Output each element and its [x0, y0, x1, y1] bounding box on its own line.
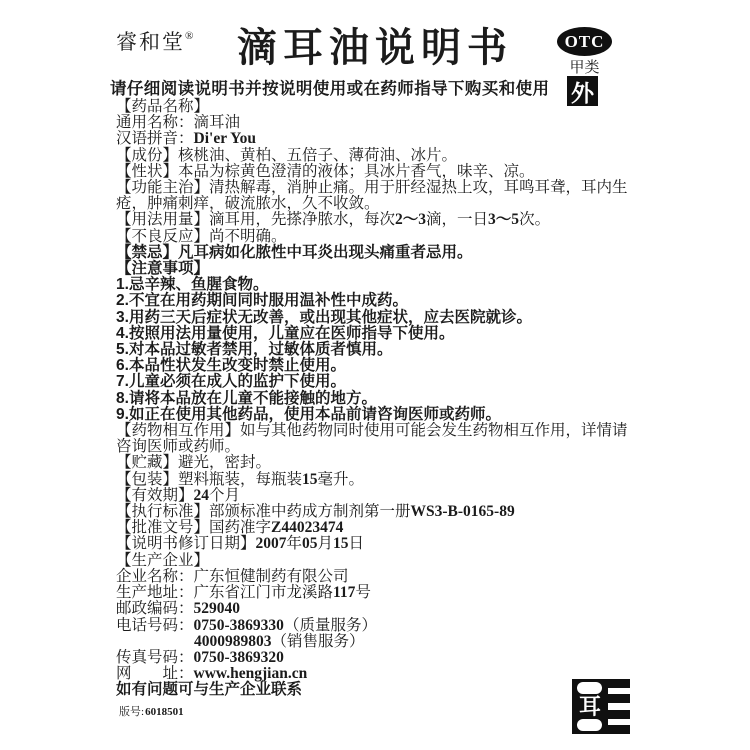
body-line	[116, 148, 648, 164]
body-line	[116, 601, 648, 617]
body-line-segment: 如有问题可与生产企业联系	[116, 681, 303, 699]
body-line	[116, 553, 648, 569]
body-line-segment: 7.	[116, 373, 129, 391]
body-line-segment: 【不良反应】尚不明确。	[116, 227, 287, 245]
body-line-segment: Di'er You	[193, 130, 256, 148]
body-line-segment: 广东省江门市龙溪路	[193, 584, 334, 602]
body-line	[116, 164, 648, 180]
body-line	[116, 326, 648, 342]
body-line-segment: 529040	[193, 600, 241, 618]
body-line-segment: （销售服务）	[271, 632, 365, 650]
body-line	[116, 277, 648, 293]
body-line-segment: 邮政编码：	[116, 600, 194, 618]
body-line	[116, 455, 648, 471]
body-line	[116, 196, 648, 212]
body-line-segment: www.hengjian.cn	[193, 665, 308, 683]
body-line	[116, 131, 648, 147]
body-line-segment: 15	[302, 470, 318, 488]
body-line-segment: 3～5	[488, 211, 520, 229]
body-line-segment: Z44023474	[271, 519, 344, 537]
body-line-segment: 24	[193, 486, 210, 504]
body-line-segment: 【性状】本品为棕黄色澄清的液体；具冰片香气，味辛、凉。	[116, 162, 535, 180]
body-line	[116, 650, 648, 666]
version-number: 6018501	[145, 706, 184, 718]
body-line-segment: 儿童必须在成人的监护下使用。	[128, 373, 346, 391]
body-line-segment: 年	[286, 535, 303, 553]
body-line-segment: 2～3	[395, 211, 427, 229]
body-line-segment: 个月	[209, 486, 241, 504]
body-line-segment: 4.	[116, 324, 129, 342]
registered-trademark-icon: ®	[185, 30, 194, 42]
body-line	[116, 634, 648, 650]
body-line-segment: 【批准文号】国药准字	[116, 519, 272, 537]
body-line	[116, 261, 648, 277]
body-line-segment: 2.	[116, 292, 129, 310]
body-line-segment: 滴，一日	[426, 211, 489, 229]
body-line	[116, 682, 648, 698]
body-line-segment: 本品性状发生改变时禁止使用。	[128, 357, 346, 375]
body-line-segment: 毫升。	[317, 470, 365, 488]
body-line-segment: 【注意事项】	[116, 260, 210, 278]
body-line-segment: 【成份】核桃油、黄柏、五倍子、薄荷油、冰片。	[116, 146, 458, 164]
body-line	[116, 504, 648, 520]
body-line-segment: 【生产企业】	[116, 551, 210, 569]
body-line-segment: 次。	[519, 211, 551, 229]
body-line-segment: 9.	[116, 405, 129, 423]
ear-logo-oval-top	[577, 682, 602, 694]
body-line	[116, 407, 648, 423]
body-line-segment: 【包装】塑料瓶装，每瓶装	[116, 470, 303, 488]
body-line-segment: 号	[355, 584, 371, 602]
body-line-segment: 按照用法用量使用，儿童应在医师指导下使用。	[128, 324, 455, 342]
body-line-segment: 咨询医师或药师。	[116, 438, 241, 456]
body-line	[116, 472, 648, 488]
body-line-segment: 2007	[255, 535, 287, 553]
body-line-segment: 3.	[116, 308, 129, 326]
body-line-segment: 月	[317, 535, 334, 553]
body-line	[116, 569, 648, 585]
body-line	[116, 423, 648, 439]
external-use-badge: 外	[567, 76, 598, 106]
body-line-segment: （质量服务）	[283, 616, 377, 634]
body-line	[116, 391, 648, 407]
body-line	[116, 488, 648, 504]
body-line-segment: 传真号码：	[116, 648, 194, 666]
ear-character: 耳	[578, 693, 602, 719]
body-line-segment: 05	[302, 535, 318, 553]
body-line-segment: 通用名称：	[116, 114, 194, 132]
body-line-segment: 生产地址：	[116, 584, 194, 602]
body-line	[116, 310, 648, 326]
body-line-segment: 忌辛辣、鱼腥食物。	[128, 276, 269, 294]
ear-logo-stripes	[608, 679, 630, 734]
usage-notice: 请仔细阅读说明书并按说明使用或在药师指导下购买和使用	[110, 80, 550, 98]
body-lines	[116, 99, 648, 699]
body-line-segment: 汉语拼音：	[116, 130, 194, 148]
body-line-segment: 117	[333, 584, 356, 602]
manufacturer-ear-logo	[572, 679, 630, 734]
body-line-segment: 【用法用量】滴耳用，先搽净脓水，每次	[116, 211, 396, 229]
body-line	[116, 245, 648, 261]
version-line	[119, 703, 184, 719]
body-line-segment: 疮，肿痛刺痒，破流脓水，久不收敛。	[116, 195, 380, 213]
body-line-segment: 5.	[116, 341, 129, 359]
body-line-segment: 6.	[116, 357, 129, 375]
page-title: 滴耳油说明书	[237, 25, 513, 70]
body-line	[116, 180, 648, 196]
body-line	[116, 115, 648, 131]
body-line-segment: 对本品过敏者禁用，过敏体质者慎用。	[128, 341, 393, 359]
body-line-segment: 广东恒健制药有限公司	[193, 567, 349, 585]
otc-badge: OTC	[557, 27, 612, 56]
body-line-segment: 用药三天后症状无改善，或出现其他症状，应去医院就诊。	[128, 308, 532, 326]
body-line-segment: 企业名称：	[116, 567, 194, 585]
body-line-segment: 15	[333, 535, 349, 553]
version-label: 版号:	[119, 706, 145, 718]
body-line-segment: 网 址：	[116, 665, 194, 683]
body-line	[116, 212, 648, 228]
body-line-segment: 电话号码：	[116, 616, 194, 634]
body-line	[116, 342, 648, 358]
body-line-segment: 0750-3869320	[193, 648, 284, 666]
body-line-segment: 【功能主治】清热解毒，消肿止痛。用于肝经湿热上攻，耳鸣耳聋，耳内生	[116, 179, 628, 197]
body-line-segment: 0750-3869330	[193, 616, 284, 634]
body-line-segment: 不宜在用药期间同时服用温补性中成药。	[128, 292, 408, 310]
body-line-segment: 【药物相互作用】如与其他药物同时使用可能会发生药物相互作用，详情请	[116, 422, 628, 440]
body-line-segment: 4000989803	[194, 632, 272, 650]
body-line	[116, 618, 648, 634]
body-line-segment: 【药品名称】	[116, 98, 210, 115]
body-line-segment: 【执行标准】部颁标准中药成方制剂第一册	[116, 503, 411, 521]
body-line-segment: WS3-B-0165-89	[410, 503, 515, 521]
body-line-segment: 8.	[116, 389, 129, 407]
body-line	[116, 666, 648, 682]
brand-name: 睿和堂	[116, 30, 185, 54]
body-line-segment: 1.	[116, 276, 129, 294]
body-line-segment: 请将本品放在儿童不能接触的地方。	[128, 389, 377, 407]
body-line	[116, 374, 648, 390]
body-line-segment: 【贮藏】避光，密封。	[116, 454, 272, 472]
body-line-segment: 【有效期】	[116, 486, 194, 504]
ear-logo-square	[572, 679, 608, 734]
body-line	[116, 293, 648, 309]
body-line-segment: 【禁忌】凡耳病如化脓性中耳炎出现头痛重者忌用。	[116, 243, 473, 261]
body-line	[116, 536, 648, 552]
body-line	[116, 229, 648, 245]
ear-logo-oval-bottom	[577, 719, 602, 731]
otc-class-label: 甲类	[569, 59, 600, 76]
body-line	[116, 99, 648, 115]
body-line	[116, 585, 648, 601]
body-line-segment: 滴耳油	[193, 114, 241, 132]
body-line-segment: 【说明书修订日期】	[116, 535, 256, 553]
body-line-segment: 如正在使用其他药品，使用本品前请咨询医师或药师。	[128, 405, 501, 423]
body-line-segment: 日	[348, 535, 365, 553]
